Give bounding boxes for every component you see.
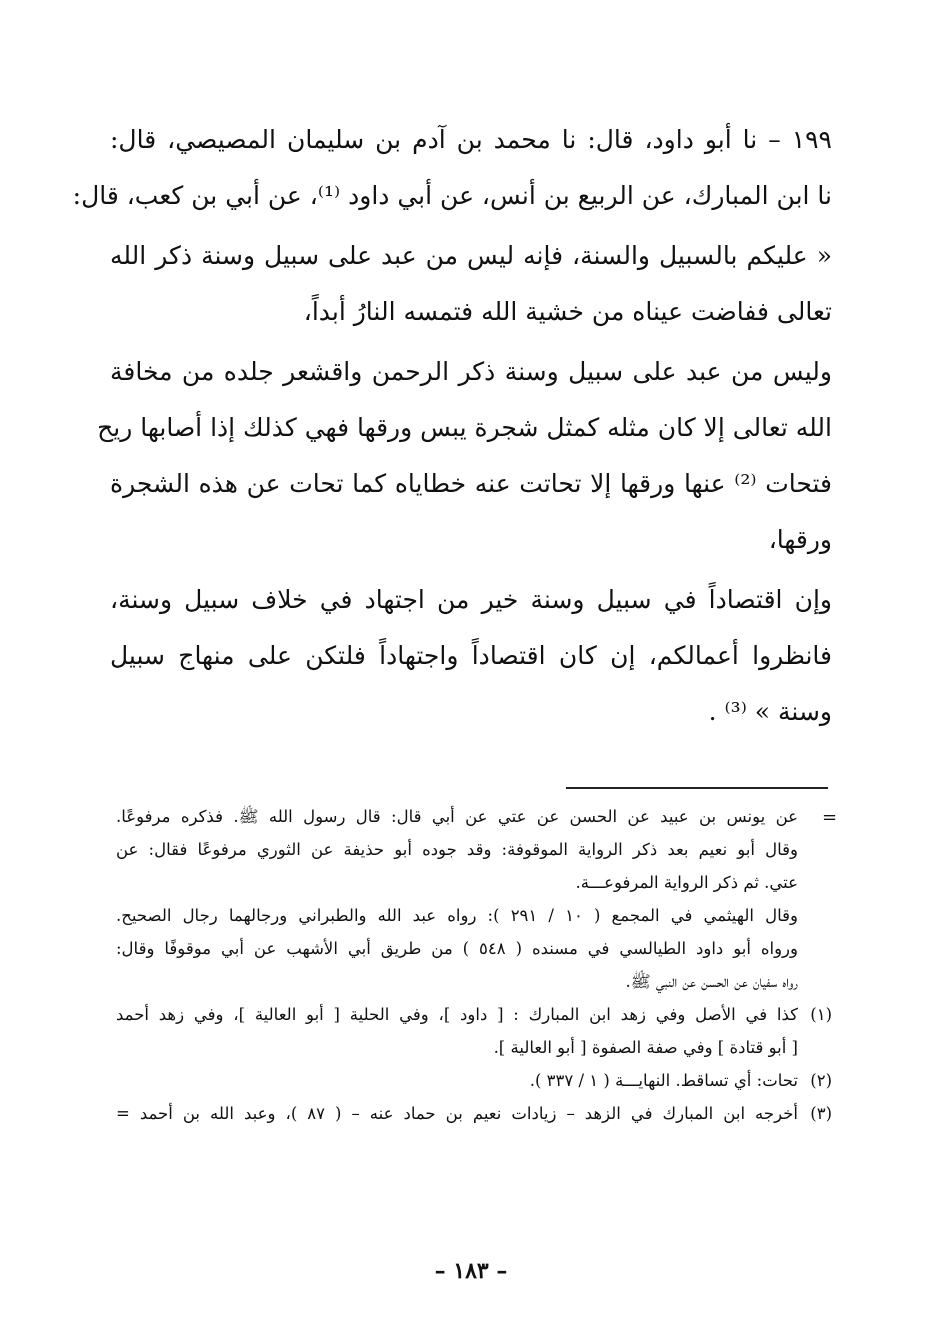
footnote-line: تحات: أي تساقط. النهايـــة ( ١ / ٣٣٧ ). [529,1071,798,1090]
paragraph-hadith-intro [72,112,832,224]
text-line: ١٩٩ – نا أبو داود، قال: نا محمد بن آدم بن سليمان المصيصي، قال: [110,125,832,154]
footnote-line: رواه سفيان عن الحسن عن النبي ﷺ. [625,972,798,991]
footnote-continuation-1 [116,800,832,899]
text-line: وسنة » ⁽³⁾ . [708,697,832,726]
text-line: فانظروا أعمالكم، إن كان اقتصاداً واجتهاداً فلتكن على منهاج سبيل [110,641,832,670]
footnote-number: (٢) [810,1071,832,1090]
paragraph-quote-1 [110,228,832,340]
text-line: نا ابن المبارك، عن الربيع بن أنس، عن أبي داود ⁽¹⁾، عن أبي بن كعب، قال: [72,181,832,210]
footnote-continuation-2 [116,899,832,998]
footnote-line: كذا في الأصل وفي زهد ابن المبارك : [ داود ]، وفي الحلية [ أبو العالية ]، وفي زهد أحمد [116,1005,798,1024]
footnote-3 [116,1097,832,1130]
footnote-line: [ أبو قتادة ] وفي صفة الصفوة [ أبو العالية ]. [493,1038,798,1057]
footnote-2 [116,1064,832,1097]
text-line: الله تعالى إلا كان مثله كمثل شجرة يبس ورقها فهي كذلك إذا أصابها ريح [97,413,832,442]
footnote-divider [566,787,828,789]
text-line: وإن اقتصاداً في سبيل وسنة خير من اجتهاد في خلاف سبيل وسنة، [110,585,832,614]
footnote-line: أخرجه ابن المبارك في الزهد – زيادات نعيم بن حماد عنه – ( ٨٧ )، وعبد الله بن أحمد = [116,1104,798,1123]
paragraph-quote-3 [110,572,832,740]
text-line: ورقها، [768,525,832,554]
text-line: وليس من عبد على سبيل وسنة ذكر الرحمن واقشعر جلده من مخافة [110,357,832,386]
footnote-line: ورواه أبو داود الطيالسي في مسنده ( ٥٤٨ ) من طريق أبي الأشهب عن أبي موقوفًا وقال: [116,939,798,958]
continuation-mark: = [822,807,838,828]
text-line: تعالى ففاضت عيناه من خشية الله فتمسه النارُ أبداً، [303,297,832,326]
footnote-line: وقال الهيثمي في المجمع ( ١٠ / ٢٩١ ): رواه عبد الله والطبراني ورجالهما رجال الصحيح. [116,906,798,925]
footnote-line: وقال أبو نعيم بعد ذكر الرواية الموقوفة: وقد جوده أبو حذيفة عن الثوري مرفوعًا فقال: عن [116,840,798,859]
text-line: فتحات ⁽²⁾ عنها ورقها إلا تحاتت عنه خطاياه كما تحات عن هذه الشجرة [110,469,833,498]
page-number: – ١٨٣ – [434,1258,508,1284]
paragraph-quote-2 [97,344,833,568]
main-text [72,112,833,740]
footnotes [116,800,832,1130]
footnote-line: عن يونس بن عبيد عن الحسن عن عتي عن أبي قال: قال رسول الله ﷺ. فذكره مرفوعًا. [116,807,798,826]
footnote-number: (١) [810,1005,832,1024]
footnote-1 [116,998,832,1064]
text-line: « عليكم بالسبيل والسنة، فإنه ليس من عبد على سبيل وسنة ذكر الله [110,241,832,270]
footnote-line: عتي. ثم ذكر الرواية المرفوعـــة. [575,873,798,892]
footnote-number: (٣) [810,1104,832,1123]
